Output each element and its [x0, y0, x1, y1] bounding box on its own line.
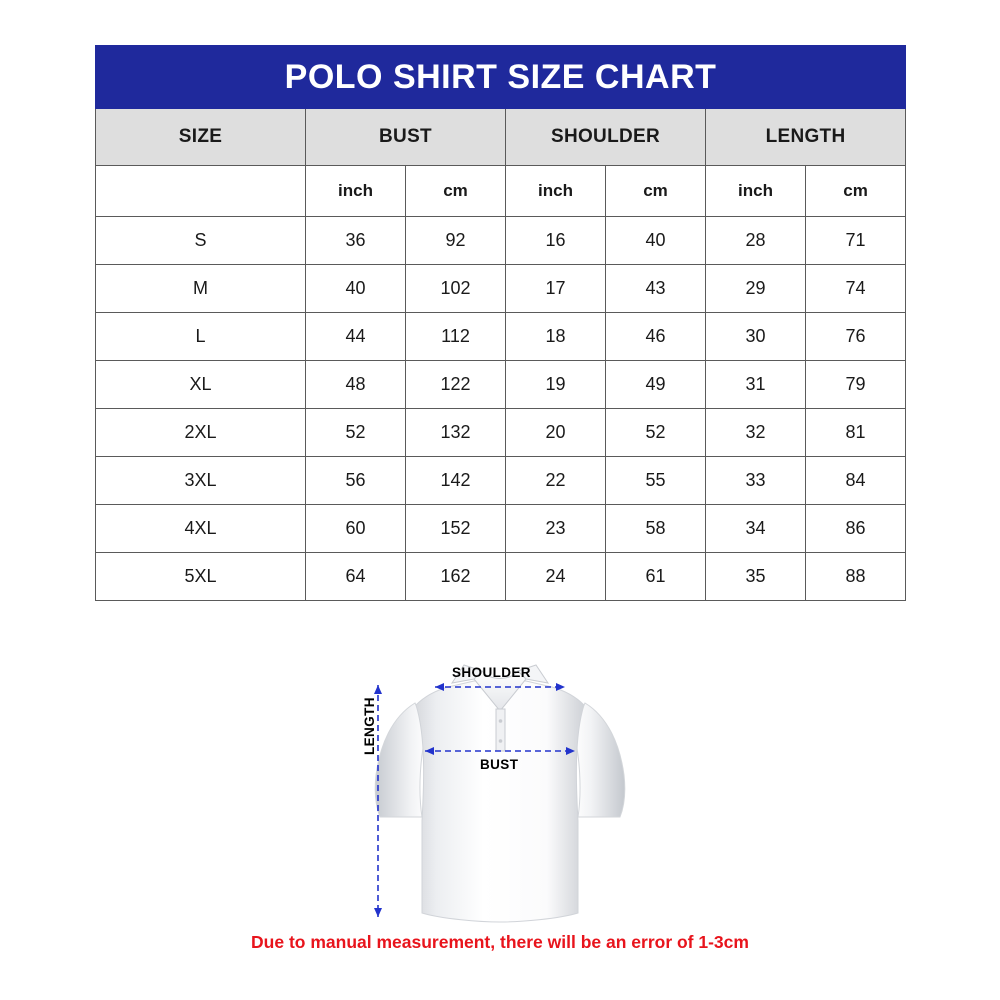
cell-shoulder-inch: 22 — [506, 457, 606, 505]
cell-shoulder-cm: 40 — [606, 217, 706, 265]
cell-shoulder-cm: 43 — [606, 265, 706, 313]
cell-bust-inch: 36 — [306, 217, 406, 265]
cell-shoulder-cm: 61 — [606, 553, 706, 601]
group-header-size: SIZE — [96, 109, 306, 166]
cell-bust-cm: 142 — [406, 457, 506, 505]
cell-length-cm: 88 — [806, 553, 906, 601]
cell-length-inch: 33 — [706, 457, 806, 505]
table-row — [96, 505, 906, 553]
size-label: 2XL — [96, 409, 306, 457]
cell-bust-inch: 44 — [306, 313, 406, 361]
cell-length-cm: 86 — [806, 505, 906, 553]
unit-cell-bust-cm: cm — [406, 166, 506, 217]
size-label: 4XL — [96, 505, 306, 553]
table-row — [96, 217, 906, 265]
label-shoulder: SHOULDER — [452, 665, 531, 680]
measurement-note: Due to manual measurement, there will be an error of 1-3cm — [251, 932, 749, 952]
cell-bust-inch: 56 — [306, 457, 406, 505]
cell-shoulder-inch: 24 — [506, 553, 606, 601]
group-header-bust: BUST — [306, 109, 506, 166]
length-arrow-bottom-icon — [374, 908, 382, 917]
chart-title-row — [96, 46, 906, 109]
group-header-row — [96, 109, 906, 166]
cell-length-cm: 76 — [806, 313, 906, 361]
cell-shoulder-inch: 20 — [506, 409, 606, 457]
label-length: LENGTH — [362, 697, 377, 755]
cell-length-inch: 29 — [706, 265, 806, 313]
cell-length-inch: 35 — [706, 553, 806, 601]
cell-shoulder-cm: 49 — [606, 361, 706, 409]
cell-shoulder-cm: 58 — [606, 505, 706, 553]
cell-length-cm: 74 — [806, 265, 906, 313]
length-arrow-top-icon — [374, 685, 382, 694]
cell-length-inch: 32 — [706, 409, 806, 457]
cell-length-cm: 81 — [806, 409, 906, 457]
table-row — [96, 457, 906, 505]
cell-bust-cm: 122 — [406, 361, 506, 409]
cell-length-cm: 79 — [806, 361, 906, 409]
size-chart-table — [95, 45, 906, 601]
cell-bust-cm: 152 — [406, 505, 506, 553]
table-row — [96, 409, 906, 457]
cell-bust-cm: 112 — [406, 313, 506, 361]
cell-length-inch: 28 — [706, 217, 806, 265]
group-header-length: LENGTH — [706, 109, 906, 166]
cell-length-cm: 71 — [806, 217, 906, 265]
cell-shoulder-cm: 52 — [606, 409, 706, 457]
unit-cell-length-cm: cm — [806, 166, 906, 217]
label-bust: BUST — [480, 757, 519, 772]
size-label: 3XL — [96, 457, 306, 505]
cell-shoulder-inch: 16 — [506, 217, 606, 265]
cell-length-cm: 84 — [806, 457, 906, 505]
size-label: 5XL — [96, 553, 306, 601]
table-row — [96, 313, 906, 361]
cell-shoulder-inch: 17 — [506, 265, 606, 313]
cell-bust-inch: 52 — [306, 409, 406, 457]
cell-bust-cm: 92 — [406, 217, 506, 265]
size-label: XL — [96, 361, 306, 409]
size-chart-table-wrapper — [95, 45, 905, 601]
cell-bust-cm: 132 — [406, 409, 506, 457]
unit-header-row — [96, 166, 906, 217]
cell-bust-inch: 40 — [306, 265, 406, 313]
group-header-shoulder: SHOULDER — [506, 109, 706, 166]
table-row — [96, 553, 906, 601]
cell-shoulder-inch: 23 — [506, 505, 606, 553]
cell-length-inch: 31 — [706, 361, 806, 409]
cell-bust-inch: 60 — [306, 505, 406, 553]
unit-cell-bust-inch: inch — [306, 166, 406, 217]
table-row — [96, 265, 906, 313]
cell-bust-inch: 48 — [306, 361, 406, 409]
size-label: M — [96, 265, 306, 313]
page-title: POLO SHIRT SIZE CHART — [96, 46, 906, 109]
unit-cell-length-inch: inch — [706, 166, 806, 217]
cell-bust-inch: 64 — [306, 553, 406, 601]
unit-cell-blank — [96, 166, 306, 217]
unit-cell-shoulder-inch: inch — [506, 166, 606, 217]
placket — [496, 709, 505, 751]
cell-bust-cm: 162 — [406, 553, 506, 601]
table-row — [96, 361, 906, 409]
size-label: S — [96, 217, 306, 265]
cell-bust-cm: 102 — [406, 265, 506, 313]
size-label: L — [96, 313, 306, 361]
unit-cell-shoulder-cm: cm — [606, 166, 706, 217]
cell-length-inch: 34 — [706, 505, 806, 553]
cell-length-inch: 30 — [706, 313, 806, 361]
button-icon — [499, 719, 503, 723]
cell-shoulder-inch: 19 — [506, 361, 606, 409]
cell-shoulder-cm: 55 — [606, 457, 706, 505]
cell-shoulder-inch: 18 — [506, 313, 606, 361]
button-icon — [499, 739, 503, 743]
cell-shoulder-cm: 46 — [606, 313, 706, 361]
